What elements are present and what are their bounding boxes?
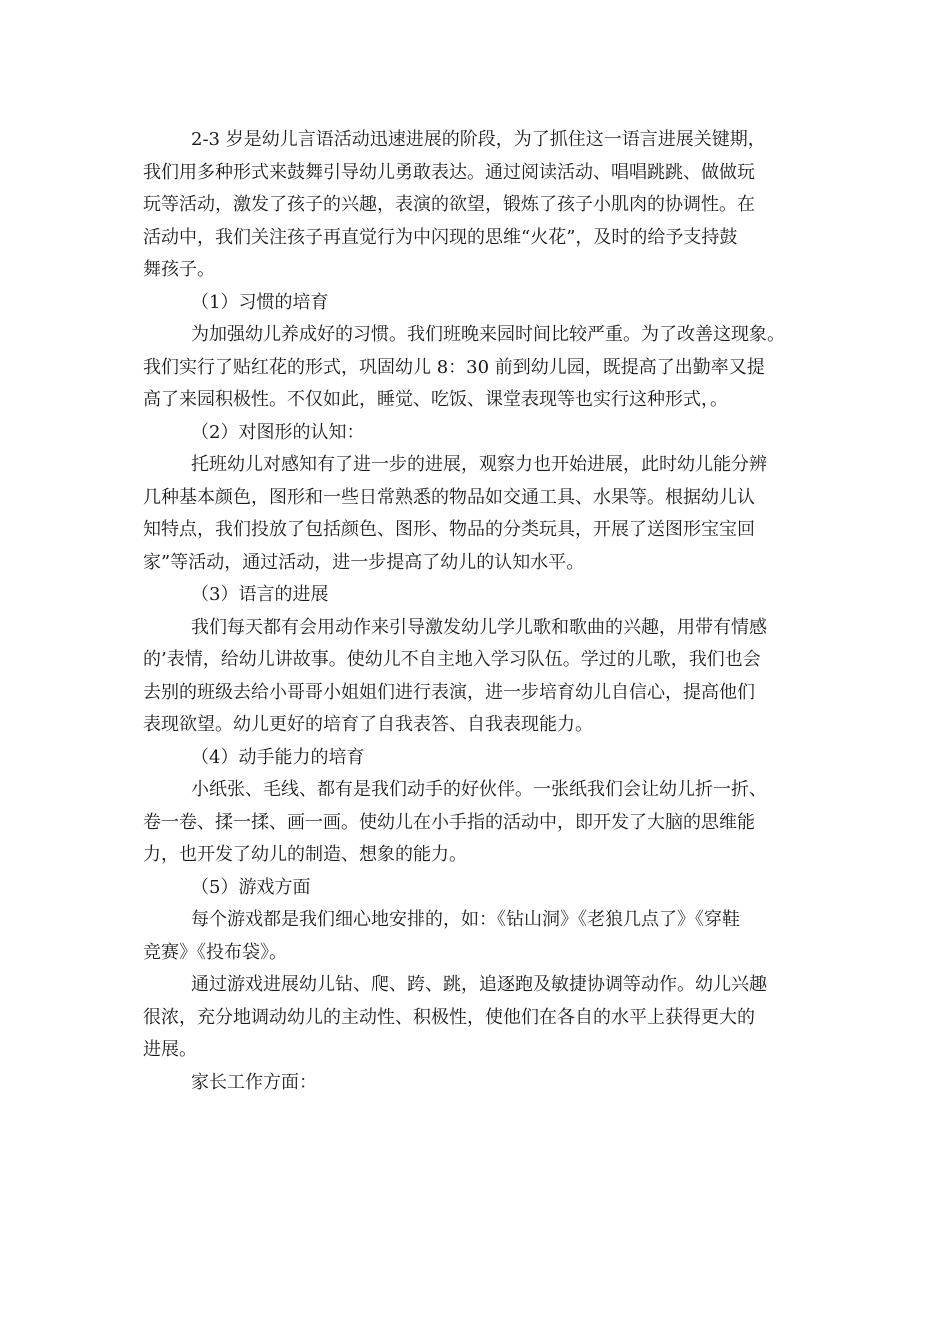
paragraph-line: 卷一卷、揉一揉、画一画。使幼儿在小手指的活动中，即开发了大脑的思维能 (143, 811, 755, 833)
paragraph-line: 每个游戏都是我们细心地安排的，如：《钻山洞》《老狼几点了》《穿鞋 (191, 909, 740, 930)
paragraph-line: 为加强幼儿养成好的习惯。我们班晚来园时间比较严重。为了改善这现象。 (191, 324, 785, 345)
section-heading (143, 579, 815, 612)
paragraph-line: 竞赛》《投布袋》。 (143, 941, 287, 963)
paragraph-line: 去别的班级去给小哥哥小姐姐们进行表演，进一步培育幼儿自信心，提高他们 (143, 681, 755, 703)
paragraph-line: 的’表情，给幼儿讲故事。使幼儿不自主地入学习队伍。学过的儿歌，我们也会 (143, 649, 761, 670)
paragraph-line: 高了来园积极性。不仅如此，睡觉、吃饭、课堂表现等也实行这种形式，。 (143, 389, 728, 410)
paragraph (143, 1067, 815, 1100)
heading-text: （3）语言的进展 (191, 584, 329, 605)
heading-text: （5）游戏方面 (191, 876, 311, 898)
paragraph-line: 知特点，我们投放了包括颜色、图形、物品的分类玩具，开展了送图形宝宝回 (143, 519, 755, 540)
paragraph (143, 612, 815, 742)
section-heading (143, 417, 815, 450)
paragraph-line: 很浓，充分地调动幼儿的主动性、积极性，使他们在各自的水平上获得更大的 (143, 1006, 755, 1028)
paragraph-line: 玩等活动，激发了孩子的兴趣，表演的欲望，锻炼了孩子小肌肉的协调性。在 (143, 194, 755, 215)
paragraph (143, 319, 815, 417)
paragraph-line: 几种基本颜色，图形和一些日常熟悉的物品如交通工具、水果等。根据幼儿认 (143, 486, 755, 508)
section-heading (143, 287, 815, 320)
paragraph (143, 449, 815, 579)
paragraph-line: 我们实行了贴红花的形式，巩固幼儿 8：30 前到幼儿园，既提高了出勤率又提 (143, 356, 765, 378)
paragraph-line: 我们用多种形式来鼓舞引导幼儿勇敢表达。通过阅读活动、唱唱跳跳、做做玩 (143, 161, 755, 183)
paragraph-line: 通过游戏进展幼儿钻、爬、跨、跳，追逐跑及敏捷协调等动作。幼儿兴趣 (191, 974, 767, 995)
paragraph-line: 舞孩子。 (143, 259, 215, 280)
paragraph-line: 表现欲望。幼儿更好的培育了自我表答、自我表现能力。 (143, 714, 593, 735)
section-heading (143, 872, 815, 905)
paragraph-line: 家”等活动，通过活动，进一步提高了幼儿的认知水平。 (143, 551, 585, 573)
paragraph (143, 774, 815, 872)
paragraph (143, 969, 815, 1067)
paragraph-line: 托班幼儿对感知有了进一步的进展，观察力也开始进展，此时幼儿能分辨 (191, 454, 767, 475)
section-heading (143, 742, 815, 775)
paragraph-line: 家长工作方面： (191, 1071, 317, 1093)
heading-text: （2）对图形的认知： (191, 421, 365, 443)
paragraph-line: 进展。 (143, 1039, 197, 1060)
paragraph (143, 124, 815, 287)
paragraph-line: 2-3 岁是幼儿言语活动迅速进展的阶段，为了抓住这一语言进展关键期， (191, 129, 766, 150)
paragraph-line: 我们每天都有会用动作来引导激发幼儿学儿歌和歌曲的兴趣，用带有情感 (191, 616, 767, 638)
paragraph (143, 904, 815, 969)
heading-text: （1）习惯的培育 (191, 291, 329, 313)
paragraph-line: 小纸张、毛线、都有是我们动手的好伙伴。一张纸我们会让幼儿折一折、 (191, 779, 767, 800)
paragraph-line: 活动中，我们关注孩子再直觉行为中闪现的思维“火花”，及时的给予支持鼓 (143, 226, 738, 248)
paragraph-line: 力，也开发了幼儿的制造、想象的能力。 (143, 844, 467, 865)
document-body (143, 124, 815, 1099)
heading-text: （4）动手能力的培育 (191, 746, 365, 768)
